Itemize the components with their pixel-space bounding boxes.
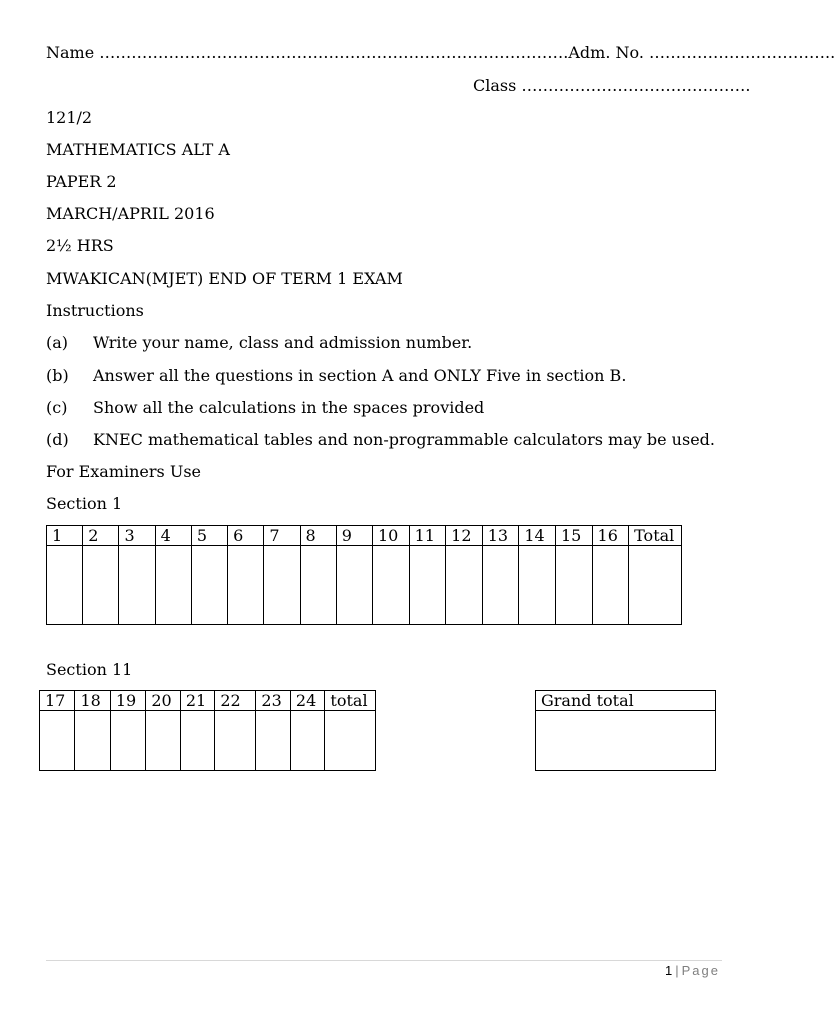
instruction-b-letter: (b) bbox=[46, 366, 69, 385]
score-cell[interactable] bbox=[290, 711, 325, 771]
section-2-score-row bbox=[40, 711, 376, 771]
score-cell[interactable] bbox=[191, 546, 227, 625]
section-1-total-header: Total bbox=[629, 526, 682, 546]
section-2-col-header: 18 bbox=[75, 691, 110, 711]
section-2-col-header: 24 bbox=[290, 691, 325, 711]
section-2-score-table bbox=[39, 690, 376, 771]
score-cell[interactable] bbox=[264, 546, 300, 625]
class-field-line: Class ……………………………………. bbox=[473, 76, 751, 95]
instruction-a-letter: (a) bbox=[46, 333, 69, 352]
section-1-col-header: 3 bbox=[119, 526, 155, 546]
section-1-col-header: 7 bbox=[264, 526, 300, 546]
page-word: Page bbox=[681, 963, 720, 978]
score-cell[interactable] bbox=[256, 711, 291, 771]
page-number: 1 bbox=[665, 963, 673, 978]
exam-paper: PAPER 2 bbox=[46, 172, 117, 191]
section-2-header-row bbox=[40, 691, 376, 711]
exam-subject: MATHEMATICS ALT A bbox=[46, 140, 230, 159]
section-1-col-header: 5 bbox=[191, 526, 227, 546]
grand-total-cell[interactable] bbox=[536, 711, 716, 771]
section-2-col-header: 19 bbox=[110, 691, 145, 711]
score-cell[interactable] bbox=[110, 711, 145, 771]
section-2-col-header: 21 bbox=[180, 691, 215, 711]
score-cell[interactable] bbox=[592, 546, 629, 625]
footer-divider bbox=[46, 960, 722, 961]
section-1-col-header: 9 bbox=[336, 526, 372, 546]
section-1-header-row bbox=[47, 526, 682, 546]
score-cell[interactable] bbox=[519, 546, 556, 625]
grand-total-header-row bbox=[536, 691, 716, 711]
instruction-c-letter: (c) bbox=[46, 398, 68, 417]
score-cell[interactable] bbox=[47, 546, 83, 625]
section-1-col-header: 2 bbox=[83, 526, 119, 546]
score-cell[interactable] bbox=[40, 711, 75, 771]
name-label: Name ……………………………………………………………………………. bbox=[46, 43, 569, 62]
score-cell[interactable] bbox=[146, 711, 181, 771]
score-cell[interactable] bbox=[119, 546, 155, 625]
exam-duration: 2½ HRS bbox=[46, 236, 114, 255]
section-1-col-header: 8 bbox=[300, 526, 336, 546]
grand-total-label: Grand total bbox=[536, 691, 716, 711]
score-cell[interactable] bbox=[300, 546, 336, 625]
section-2-label: Section 11 bbox=[46, 660, 133, 679]
section-2-col-header: 22 bbox=[215, 691, 256, 711]
instruction-b-text: Answer all the questions in section A and ONLY Five in section B. bbox=[93, 366, 627, 385]
score-cell[interactable] bbox=[228, 546, 264, 625]
section-1-col-header: 4 bbox=[155, 526, 191, 546]
grand-total-table bbox=[535, 690, 716, 771]
section-2-col-header: 17 bbox=[40, 691, 75, 711]
examiners-heading: For Examiners Use bbox=[46, 462, 202, 481]
score-cell[interactable] bbox=[372, 546, 409, 625]
score-cell[interactable] bbox=[482, 546, 519, 625]
section-1-col-header: 10 bbox=[372, 526, 409, 546]
instruction-d-letter: (d) bbox=[46, 430, 69, 449]
section-1-col-header: 12 bbox=[446, 526, 483, 546]
section-1-score-row bbox=[47, 546, 682, 625]
score-cell[interactable] bbox=[446, 546, 483, 625]
section-2-total-header: total bbox=[325, 691, 376, 711]
name-field-line bbox=[46, 43, 835, 63]
section-1-col-header: 15 bbox=[555, 526, 592, 546]
section-2-col-header: 23 bbox=[256, 691, 291, 711]
score-cell[interactable] bbox=[75, 711, 110, 771]
section-2-total-cell[interactable] bbox=[325, 711, 376, 771]
instruction-a-text: Write your name, class and admission number. bbox=[93, 333, 473, 352]
grand-total-row bbox=[536, 711, 716, 771]
footer-separator: | bbox=[675, 963, 679, 978]
adm-no-label: Adm. No. …………………………….. bbox=[568, 43, 835, 62]
section-1-col-header: 6 bbox=[228, 526, 264, 546]
section-1-col-header: 16 bbox=[592, 526, 629, 546]
section-1-col-header: 11 bbox=[409, 526, 446, 546]
score-cell[interactable] bbox=[409, 546, 446, 625]
score-cell[interactable] bbox=[555, 546, 592, 625]
score-cell[interactable] bbox=[83, 546, 119, 625]
section-1-score-table bbox=[46, 525, 682, 625]
page-footer bbox=[665, 962, 720, 980]
exam-date: MARCH/APRIL 2016 bbox=[46, 204, 215, 223]
section-1-total-cell[interactable] bbox=[629, 546, 682, 625]
score-cell[interactable] bbox=[215, 711, 256, 771]
section-2-col-header: 20 bbox=[146, 691, 181, 711]
section-1-col-header: 13 bbox=[482, 526, 519, 546]
score-cell[interactable] bbox=[180, 711, 215, 771]
section-1-label: Section 1 bbox=[46, 494, 123, 513]
score-cell[interactable] bbox=[155, 546, 191, 625]
instruction-c-text: Show all the calculations in the spaces provided bbox=[93, 398, 485, 417]
score-cell[interactable] bbox=[336, 546, 372, 625]
instruction-d-text: KNEC mathematical tables and non-programmable calculators may be used. bbox=[93, 430, 715, 449]
instructions-heading: Instructions bbox=[46, 301, 144, 320]
exam-code: 121/2 bbox=[46, 108, 93, 127]
section-1-col-header: 14 bbox=[519, 526, 556, 546]
section-1-col-header: 1 bbox=[47, 526, 83, 546]
exam-title: MWAKICAN(MJET) END OF TERM 1 EXAM bbox=[46, 269, 403, 288]
